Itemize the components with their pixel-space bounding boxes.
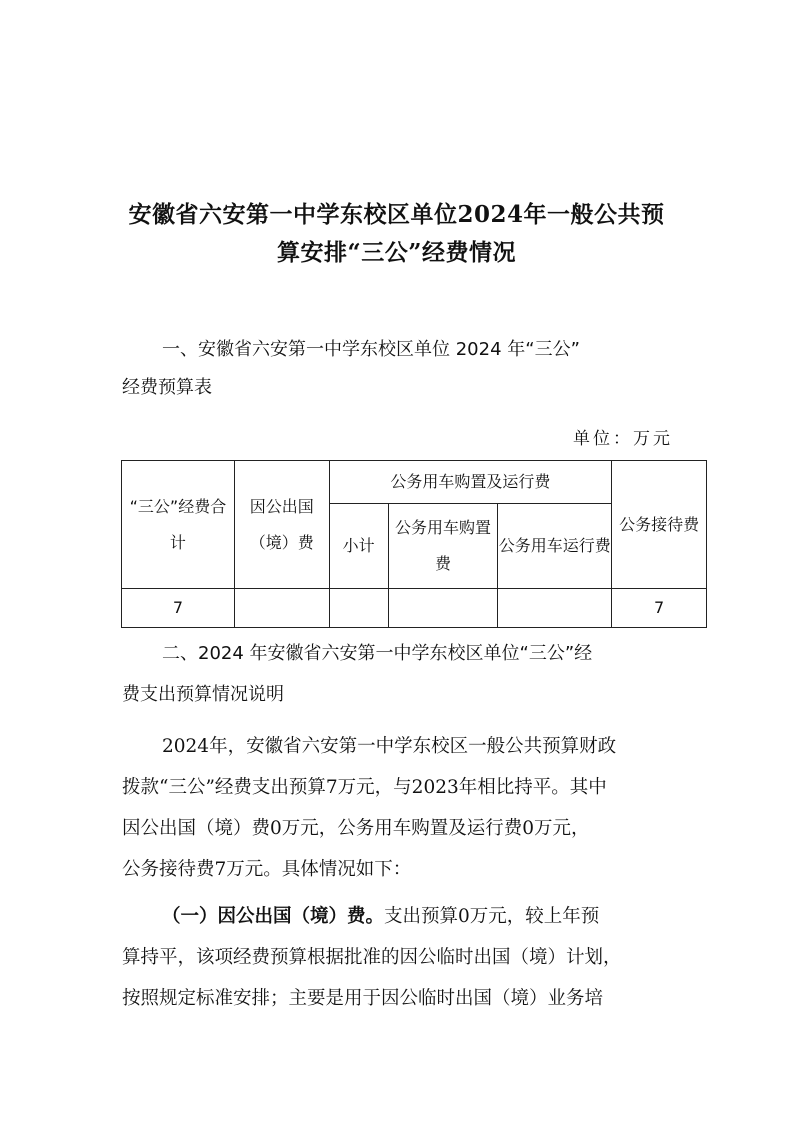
paragraph-line: 公务接待费7万元。具体情况如下： (122, 859, 412, 880)
header-total: “三公”经费合计 (122, 461, 235, 589)
paragraph-line: 拨款“三公”经费支出预算7万元，与2023年相比持平。其中 (122, 777, 607, 798)
title-line-1: 安徽省六安第一中学东校区单位2024年一般公共预 (128, 201, 665, 228)
header-abroad: 因公出国（境）费 (234, 461, 329, 589)
section-1-heading (122, 331, 682, 407)
cell-reception: 7 (612, 589, 707, 628)
budget-table (121, 460, 707, 628)
paragraph-overview (122, 726, 687, 890)
paragraph-line: 按照规定标准安排；主要是用于因公临时出国（境）业务培 (122, 988, 604, 1009)
cell-vehicle-operation (498, 589, 612, 628)
paragraph-abroad-expense (122, 896, 687, 1019)
cell-vehicle-purchase (388, 589, 498, 628)
cell-abroad (234, 589, 329, 628)
header-subtotal: 小计 (329, 504, 388, 589)
document-title (100, 196, 693, 272)
header-vehicle-operation: 公务用车运行费 (498, 504, 612, 589)
cell-subtotal (329, 589, 388, 628)
subsection-heading: （一）因公出国（境）费。 (162, 906, 385, 927)
title-line-2: 算安排“三公”经费情况 (277, 239, 516, 266)
paragraph-line: 2024年，安徽省六安第一中学东校区一般公共预算财政 (162, 736, 617, 757)
header-vehicle-purchase: 公务用车购置费 (388, 504, 498, 589)
section-1-heading-line-1: 一、安徽省六安第一中学东校区单位 2024 年“三公” (162, 339, 580, 360)
unit-label: 单位：万元 (573, 429, 673, 449)
paragraph-line: 因公出国（境）费0万元，公务用车购置及运行费0万元， (122, 818, 590, 839)
header-reception: 公务接待费 (612, 461, 707, 589)
table-row (122, 589, 707, 628)
paragraph-text: 支出预算0万元，较上年预 (384, 906, 600, 927)
section-2-heading-line-1: 二、2024 年安徽省六安第一中学东校区单位“三公”经 (162, 643, 593, 664)
header-vehicle-group: 公务用车购置及运行费 (329, 461, 611, 504)
paragraph-line (122, 896, 687, 937)
section-2-heading-line-2: 费支出预算情况说明 (122, 684, 284, 705)
paragraph-line: 算持平，该项经费预算根据批准的因公临时出国（境）计划， (122, 947, 622, 968)
section-2-heading (122, 633, 687, 715)
cell-total: 7 (122, 589, 235, 628)
section-1-heading-line-2: 经费预算表 (122, 377, 212, 398)
